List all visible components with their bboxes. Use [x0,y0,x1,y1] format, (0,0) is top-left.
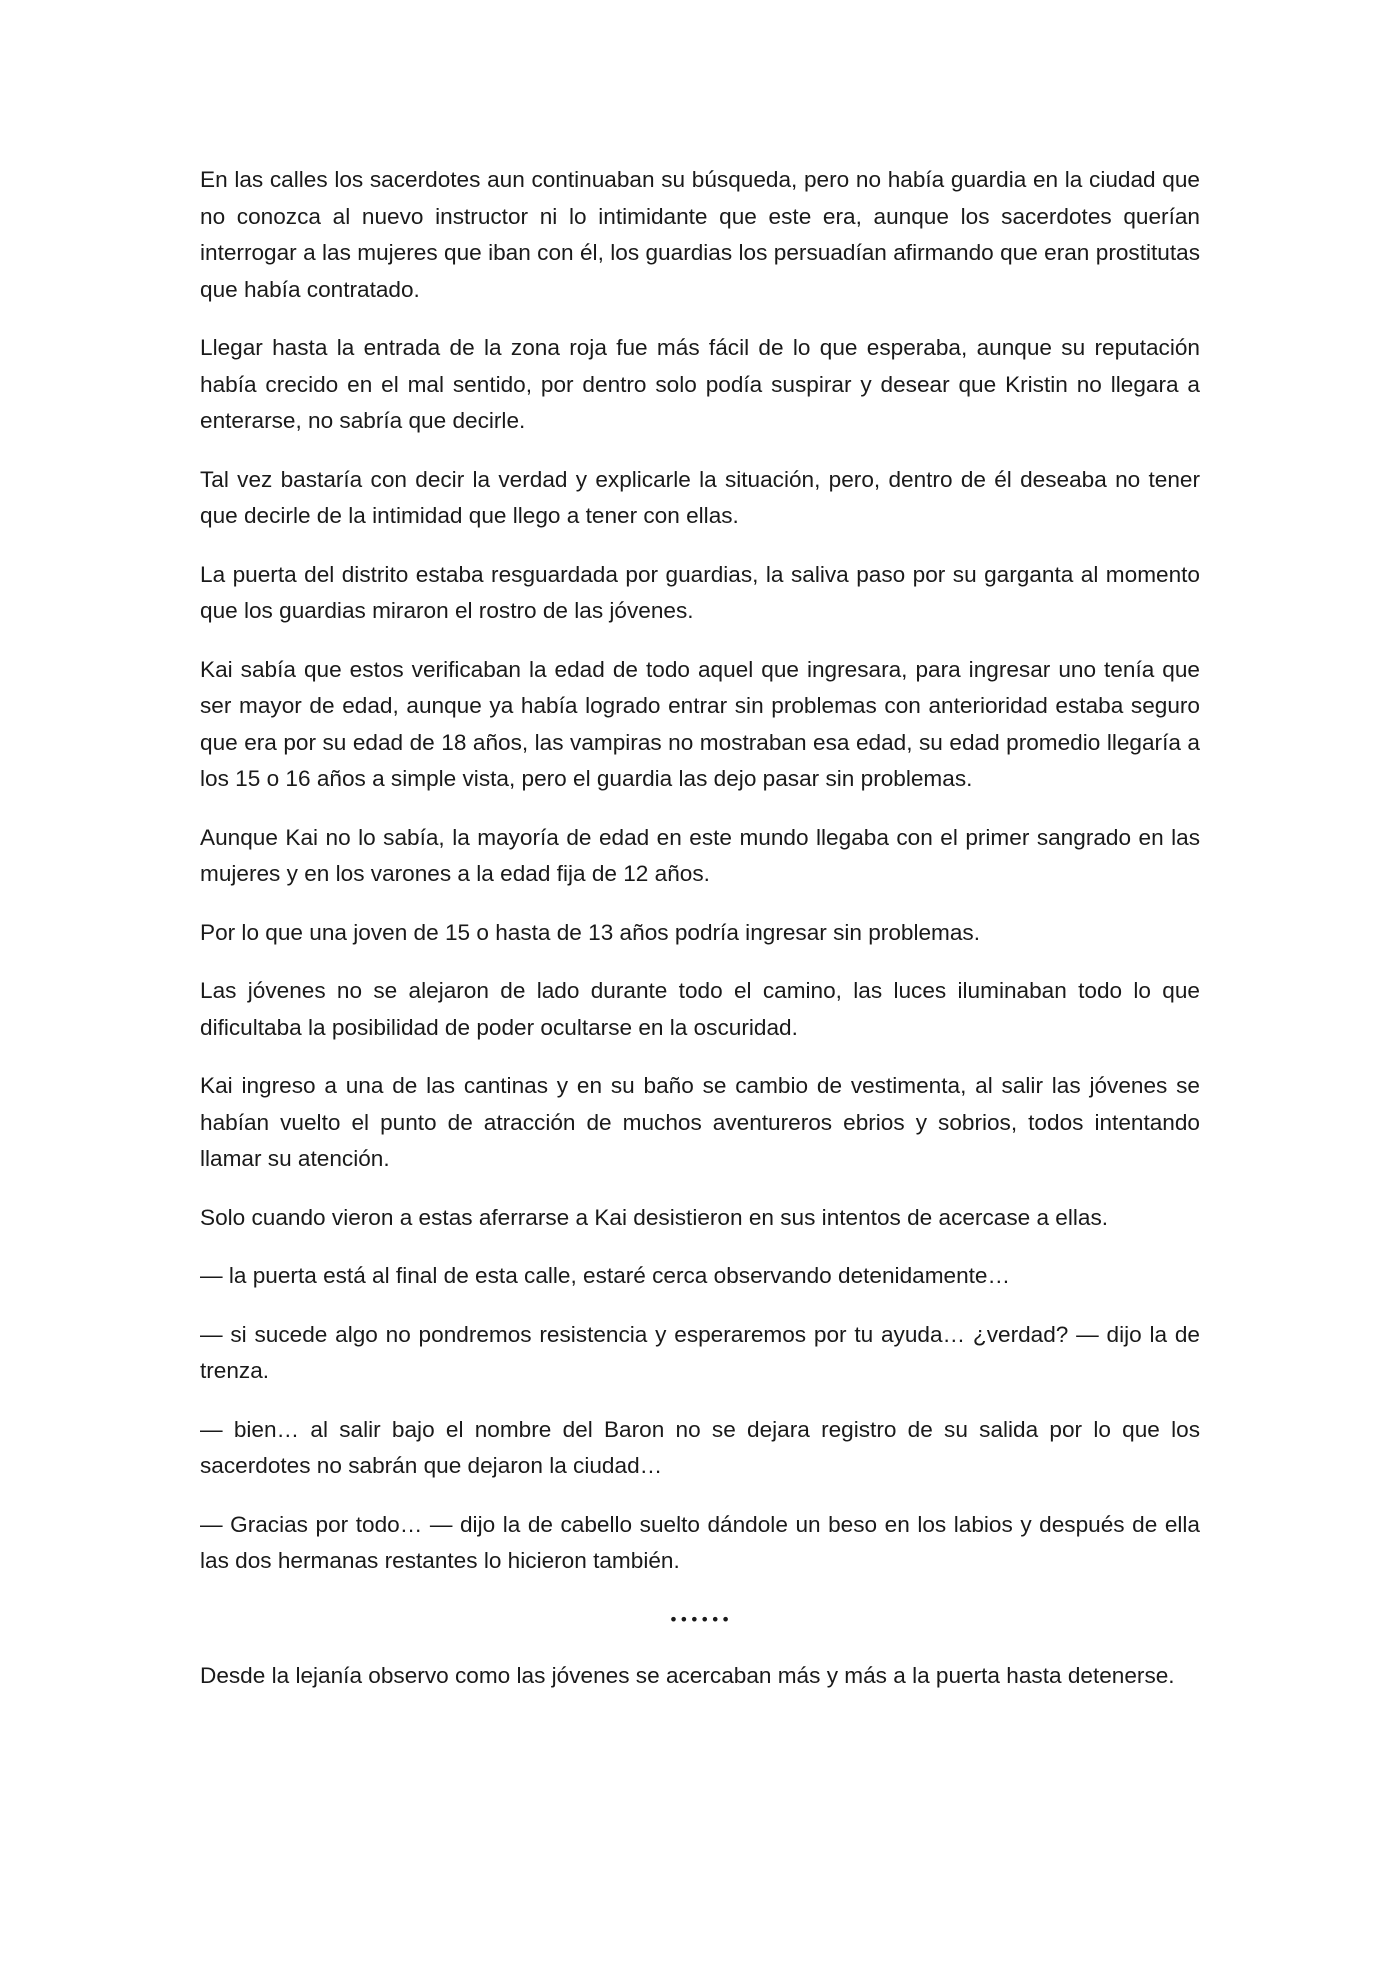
dialogue-line-1: — la puerta está al final de esta calle, estaré cerca observando detenidamente… [200,1263,1011,1288]
paragraph-10: Solo cuando vieron a estas aferrarse a Kai desistieron en sus intentos de acercase a ellas. [200,1204,1109,1230]
paragraph-1: En las calles los sacerdotes aun continuaban su búsqueda, pero no había guardia en la ciudad que no conozca al nuevo instructor ni lo intimidante que este era, aunque los sacerdotes querían interrogar a las mujeres que iban con él, los guardias los persuadían afirmando que eran prostitutas que había contratado. [200,167,1200,302]
paragraph-7: Por lo que una joven de 15 o hasta de 13 años podría ingresar sin problemas. [200,919,981,945]
paragraph-after-break: Desde la lejanía observo como las jóvenes se acercaban más y más a la puerta hasta detenerse. [200,1662,1175,1688]
dialogue-line-2: — si sucede algo no pondremos resistencia y esperaremos por tu ayuda… ¿verdad? — dijo la de trenza. [200,1321,1200,1383]
paragraph-8: Las jóvenes no se alejaron de lado durante todo el camino, las luces iluminaban todo lo que dificultaba la posibilidad de poder ocultarse en la oscuridad. [200,978,1200,1040]
paragraph-9: Kai ingreso a una de las cantinas y en su baño se cambio de vestimenta, al salir las jóvenes se habían vuelto el punto de atracción de muchos aventureros ebrios y sobrios, todos intentando llamar su atención. [200,1073,1200,1171]
paragraph-2: Llegar hasta la entrada de la zona roja fue más fácil de lo que esperaba, aunque su reputación había crecido en el mal sentido, por dentro solo podía suspirar y desear que Kristin no llegara a enterarse, no sabría que decirle. [200,335,1200,433]
paragraph-6: Aunque Kai no lo sabía, la mayoría de edad en este mundo llegaba con el primer sangrado en las mujeres y en los varones a la edad fija de 12 años. [200,824,1200,886]
dialogue-line-4: — Gracias por todo… — dijo la de cabello suelto dándole un beso en los labios y después de ella las dos hermanas restantes lo hicieron también. [200,1511,1200,1573]
paragraph-5: Kai sabía que estos verificaban la edad de todo aquel que ingresara, para ingresar uno tenía que ser mayor de edad, aunque ya había logrado entrar sin problemas con anterioridad estaba seguro que era por su edad de 18 años, las vampiras no mostraban esa edad, su edad promedio llegaría a los 15 o 16 años a simple vista, pero el guardia las dejo pasar sin problemas. [200,656,1200,791]
scene-break-separator: •••••• [668,1609,732,1629]
paragraph-3: Tal vez bastaría con decir la verdad y explicarle la situación, pero, dentro de él deseaba no tener que decirle de la intimidad que llego a tener con ellas. [200,466,1200,528]
paragraph-4: La puerta del distrito estaba resguardada por guardias, la saliva paso por su garganta al momento que los guardias miraron el rostro de las jóvenes. [200,561,1200,623]
dialogue-line-3: — bien… al salir bajo el nombre del Baron no se dejara registro de su salida por lo que los sacerdotes no sabrán que dejaron la ciudad… [200,1416,1200,1478]
